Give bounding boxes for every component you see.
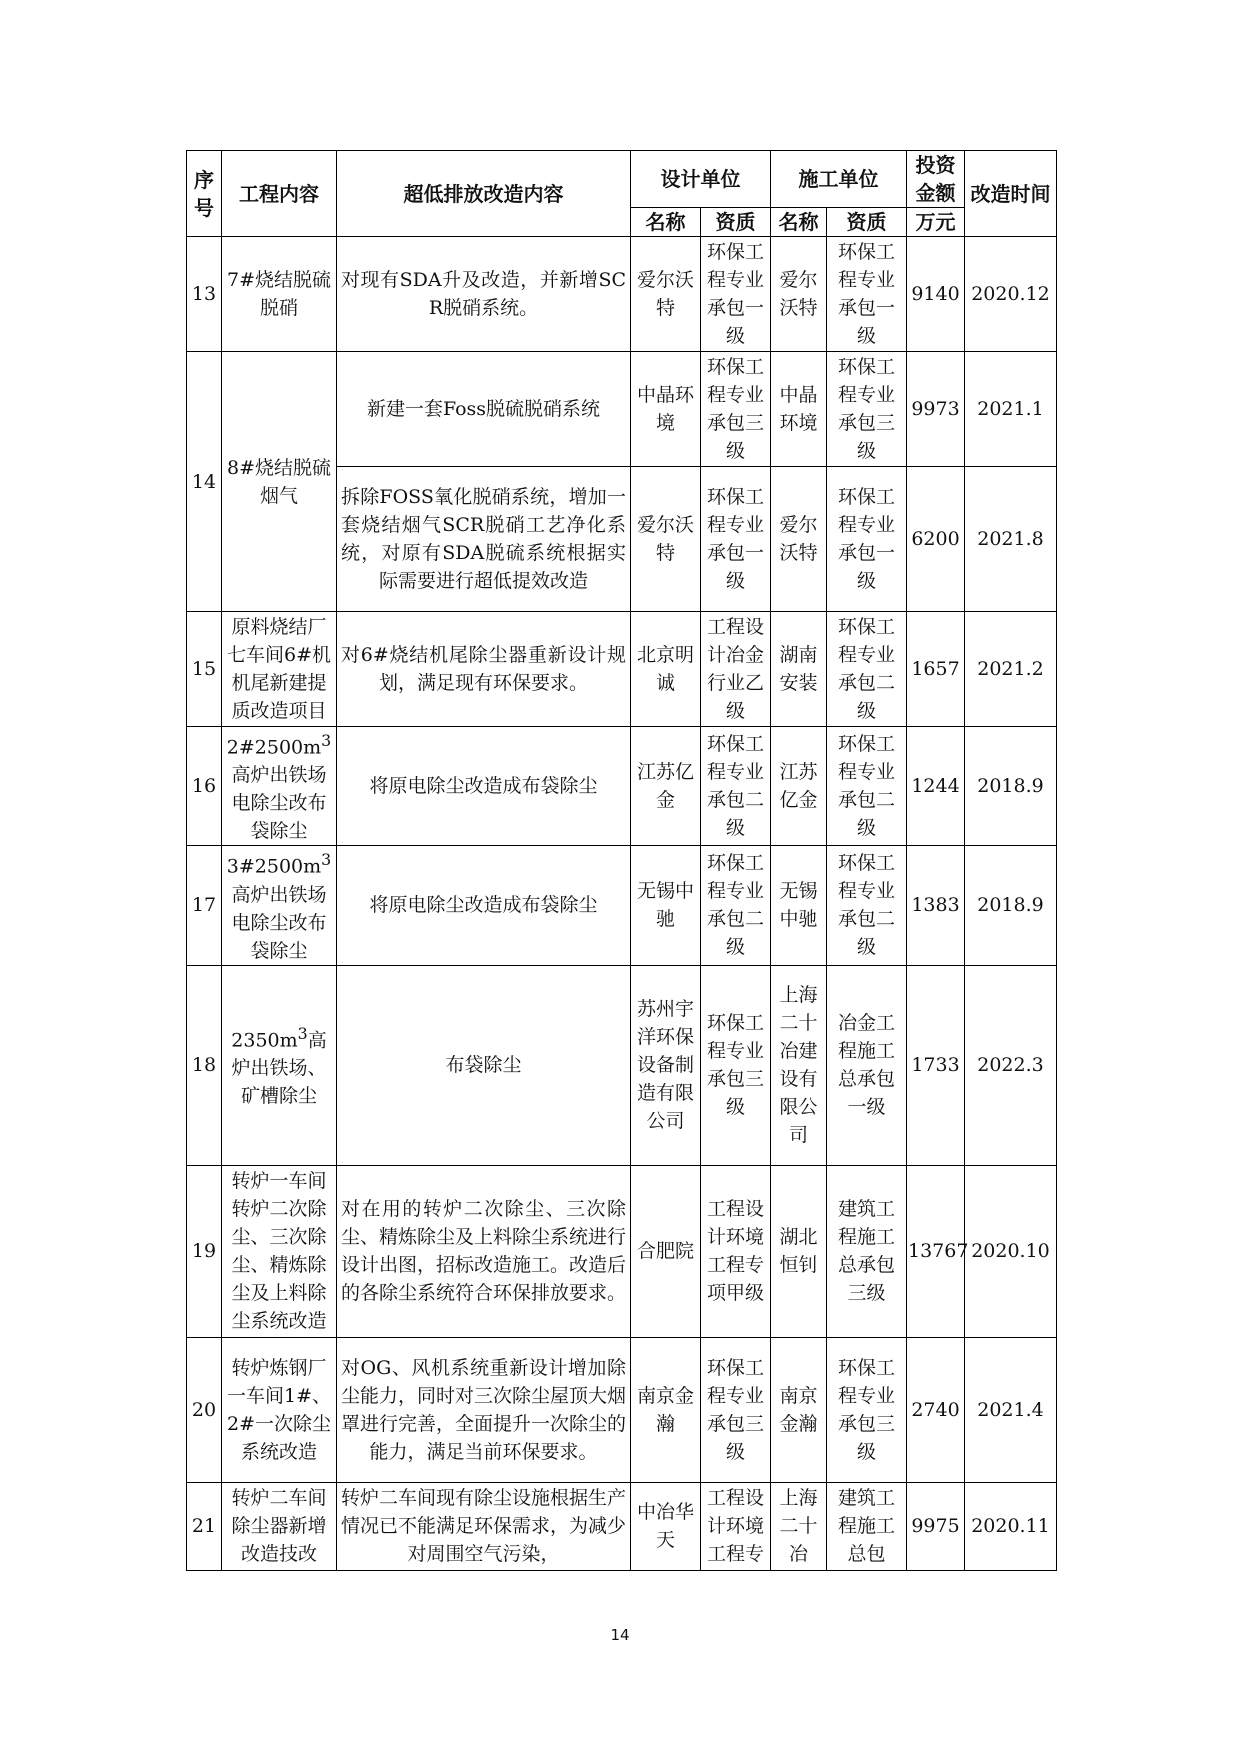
design-name-cell: 北京明诚 xyxy=(631,612,701,727)
design-qual-cell: 工程设计环境工程专项甲级 xyxy=(701,1165,771,1337)
investment-cell: 9973 xyxy=(907,352,965,467)
project-volume: 2#2500m xyxy=(226,736,322,759)
table-row xyxy=(187,352,1057,467)
header-design-unit: 设计单位 xyxy=(631,151,771,208)
table-row xyxy=(187,237,1057,352)
investment-cell: 1383 xyxy=(907,846,965,965)
investment-cell: 1733 xyxy=(907,965,965,1165)
investment-cell: 9975 xyxy=(907,1482,965,1570)
seq-cell: 20 xyxy=(187,1337,222,1482)
project-volume: 2350m xyxy=(231,1029,298,1052)
header-project: 工程内容 xyxy=(222,151,337,237)
time-cell: 2018.9 xyxy=(965,846,1057,965)
seq-cell: 17 xyxy=(187,846,222,965)
investment-cell: 13767 xyxy=(907,1165,965,1337)
design-qual-cell: 工程设计冶金行业乙级 xyxy=(701,612,771,727)
investment-cell: 2740 xyxy=(907,1337,965,1482)
seq-cell: 21 xyxy=(187,1482,222,1570)
seq-cell: 13 xyxy=(187,237,222,352)
build-name-cell: 爱尔沃特 xyxy=(771,467,827,612)
table-row xyxy=(187,1165,1057,1337)
design-name-cell: 中晶环境 xyxy=(631,352,701,467)
project-cell: 转炉二车间除尘器新增改造技改 xyxy=(222,1482,337,1570)
time-cell: 2020.12 xyxy=(965,237,1057,352)
header-build-qualification: 资质 xyxy=(827,208,907,237)
build-qual-cell: 环保工程专业承包二级 xyxy=(827,727,907,846)
project-cell xyxy=(222,846,337,965)
project-cell xyxy=(222,727,337,846)
project-text: 高炉出铁场电除尘改布袋除尘 xyxy=(231,764,327,843)
seq-cell: 15 xyxy=(187,612,222,727)
design-name-cell: 苏州宇洋环保设备制造有限公司 xyxy=(631,965,701,1165)
seq-cell: 18 xyxy=(187,965,222,1165)
retrofit-cell: 对OG、风机系统重新设计增加除尘能力，同时对三次除尘屋顶大烟罩进行完善，全面提升一次除尘的能力，满足当前环保要求。 xyxy=(337,1337,631,1482)
design-qual-cell: 环保工程专业承包三级 xyxy=(701,352,771,467)
build-qual-cell: 环保工程专业承包一级 xyxy=(827,467,907,612)
time-cell: 2022.3 xyxy=(965,965,1057,1165)
design-name-cell: 无锡中驰 xyxy=(631,846,701,965)
build-qual-cell: 环保工程专业承包二级 xyxy=(827,846,907,965)
project-volume: 3#2500m xyxy=(226,855,322,878)
investment-cell: 6200 xyxy=(907,467,965,612)
build-qual-cell: 冶金工程施工总承包一级 xyxy=(827,965,907,1165)
design-name-cell: 爱尔沃特 xyxy=(631,237,701,352)
time-cell: 2020.10 xyxy=(965,1165,1057,1337)
design-qual-cell: 环保工程专业承包二级 xyxy=(701,846,771,965)
design-name-cell: 爱尔沃特 xyxy=(631,467,701,612)
time-cell: 2021.1 xyxy=(965,352,1057,467)
table-row xyxy=(187,727,1057,846)
project-text: 高炉出铁场电除尘改布袋除尘 xyxy=(231,883,327,962)
time-cell: 2018.9 xyxy=(965,727,1057,846)
header-seq: 序号 xyxy=(187,151,222,237)
project-table xyxy=(186,150,1057,1571)
project-cell: 转炉炼钢厂一车间1#、2#一次除尘系统改造 xyxy=(222,1337,337,1482)
design-name-cell: 合肥院 xyxy=(631,1165,701,1337)
time-cell: 2021.4 xyxy=(965,1337,1057,1482)
table-row xyxy=(187,1482,1057,1570)
retrofit-cell: 新建一套Foss脱硫脱硝系统 xyxy=(337,352,631,467)
build-qual-cell: 环保工程专业承包三级 xyxy=(827,352,907,467)
table-row xyxy=(187,612,1057,727)
build-name-cell: 南京金瀚 xyxy=(771,1337,827,1482)
project-cell: 转炉一车间转炉二次除尘、三次除尘、精炼除尘及上料除尘系统改造 xyxy=(222,1165,337,1337)
build-name-cell: 爱尔沃特 xyxy=(771,237,827,352)
build-name-cell: 中晶环境 xyxy=(771,352,827,467)
header-design-name: 名称 xyxy=(631,208,701,237)
design-name-cell: 江苏亿金 xyxy=(631,727,701,846)
project-cell xyxy=(222,965,337,1165)
seq-cell: 16 xyxy=(187,727,222,846)
design-qual-cell: 工程设计环境工程专 xyxy=(701,1482,771,1570)
design-name-cell: 中冶华天 xyxy=(631,1482,701,1570)
superscript: 3 xyxy=(297,1023,308,1043)
retrofit-cell: 转炉二车间现有除尘设施根据生产情况已不能满足环保需求，为减少对周围空气污染， xyxy=(337,1482,631,1570)
page-number: 14 xyxy=(610,1626,630,1644)
header-time: 改造时间 xyxy=(965,151,1057,237)
header-build-name: 名称 xyxy=(771,208,827,237)
project-cell: 8#烧结脱硫烟气 xyxy=(222,352,337,612)
retrofit-cell: 拆除FOSS氧化脱硝系统，增加一套烧结烟气SCR脱硝工艺净化系统，对原有SDA脱硫系统根据实际需要进行超低提效改造 xyxy=(337,467,631,612)
design-name-cell: 南京金瀚 xyxy=(631,1337,701,1482)
build-qual-cell: 建筑工程施工总包 xyxy=(827,1482,907,1570)
design-qual-cell: 环保工程专业承包三级 xyxy=(701,1337,771,1482)
investment-cell: 9140 xyxy=(907,237,965,352)
retrofit-cell: 将原电除尘改造成布袋除尘 xyxy=(337,846,631,965)
project-cell: 7#烧结脱硫脱硝 xyxy=(222,237,337,352)
project-cell: 原料烧结厂七车间6#机机尾新建提质改造项目 xyxy=(222,612,337,727)
retrofit-cell: 将原电除尘改造成布袋除尘 xyxy=(337,727,631,846)
header-retrofit: 超低排放改造内容 xyxy=(337,151,631,237)
investment-cell: 1657 xyxy=(907,612,965,727)
design-qual-cell: 环保工程专业承包二级 xyxy=(701,727,771,846)
build-name-cell: 上海二十冶建设有限公司 xyxy=(771,965,827,1165)
table-row xyxy=(187,846,1057,965)
build-name-cell: 江苏亿金 xyxy=(771,727,827,846)
retrofit-cell: 对6#烧结机尾除尘器重新设计规划，满足现有环保要求。 xyxy=(337,612,631,727)
table-row xyxy=(187,1337,1057,1482)
project-text: 高炉出铁场、矿槽除尘 xyxy=(231,1029,327,1108)
header-design-qualification: 资质 xyxy=(701,208,771,237)
table-row xyxy=(187,965,1057,1165)
build-qual-cell: 环保工程专业承包一级 xyxy=(827,237,907,352)
time-cell: 2020.11 xyxy=(965,1482,1057,1570)
time-cell: 2021.8 xyxy=(965,467,1057,612)
header-unit: 万元 xyxy=(907,208,965,237)
design-qual-cell: 环保工程专业承包三级 xyxy=(701,965,771,1165)
retrofit-cell: 布袋除尘 xyxy=(337,965,631,1165)
build-qual-cell: 环保工程专业承包三级 xyxy=(827,1337,907,1482)
build-name-cell: 上海二十冶 xyxy=(771,1482,827,1570)
superscript: 3 xyxy=(321,731,332,750)
build-qual-cell: 建筑工程施工总承包三级 xyxy=(827,1165,907,1337)
retrofit-cell: 对现有SDA升及改造，并新增SCR脱硝系统。 xyxy=(337,237,631,352)
seq-cell: 19 xyxy=(187,1165,222,1337)
build-name-cell: 湖南安装 xyxy=(771,612,827,727)
build-name-cell: 湖北恒钊 xyxy=(771,1165,827,1337)
seq-cell: 14 xyxy=(187,352,222,612)
header-investment: 投资金额 xyxy=(907,151,965,208)
design-qual-cell: 环保工程专业承包一级 xyxy=(701,467,771,612)
header-construction-unit: 施工单位 xyxy=(771,151,907,208)
design-qual-cell: 环保工程专业承包一级 xyxy=(701,237,771,352)
investment-cell: 1244 xyxy=(907,727,965,846)
superscript: 3 xyxy=(321,850,332,870)
build-qual-cell: 环保工程专业承包二级 xyxy=(827,612,907,727)
retrofit-cell: 对在用的转炉二次除尘、三次除尘、精炼除尘及上料除尘系统进行设计出图，招标改造施工。改造后的各除尘系统符合环保排放要求。 xyxy=(337,1165,631,1337)
time-cell: 2021.2 xyxy=(965,612,1057,727)
build-name-cell: 无锡中驰 xyxy=(771,846,827,965)
